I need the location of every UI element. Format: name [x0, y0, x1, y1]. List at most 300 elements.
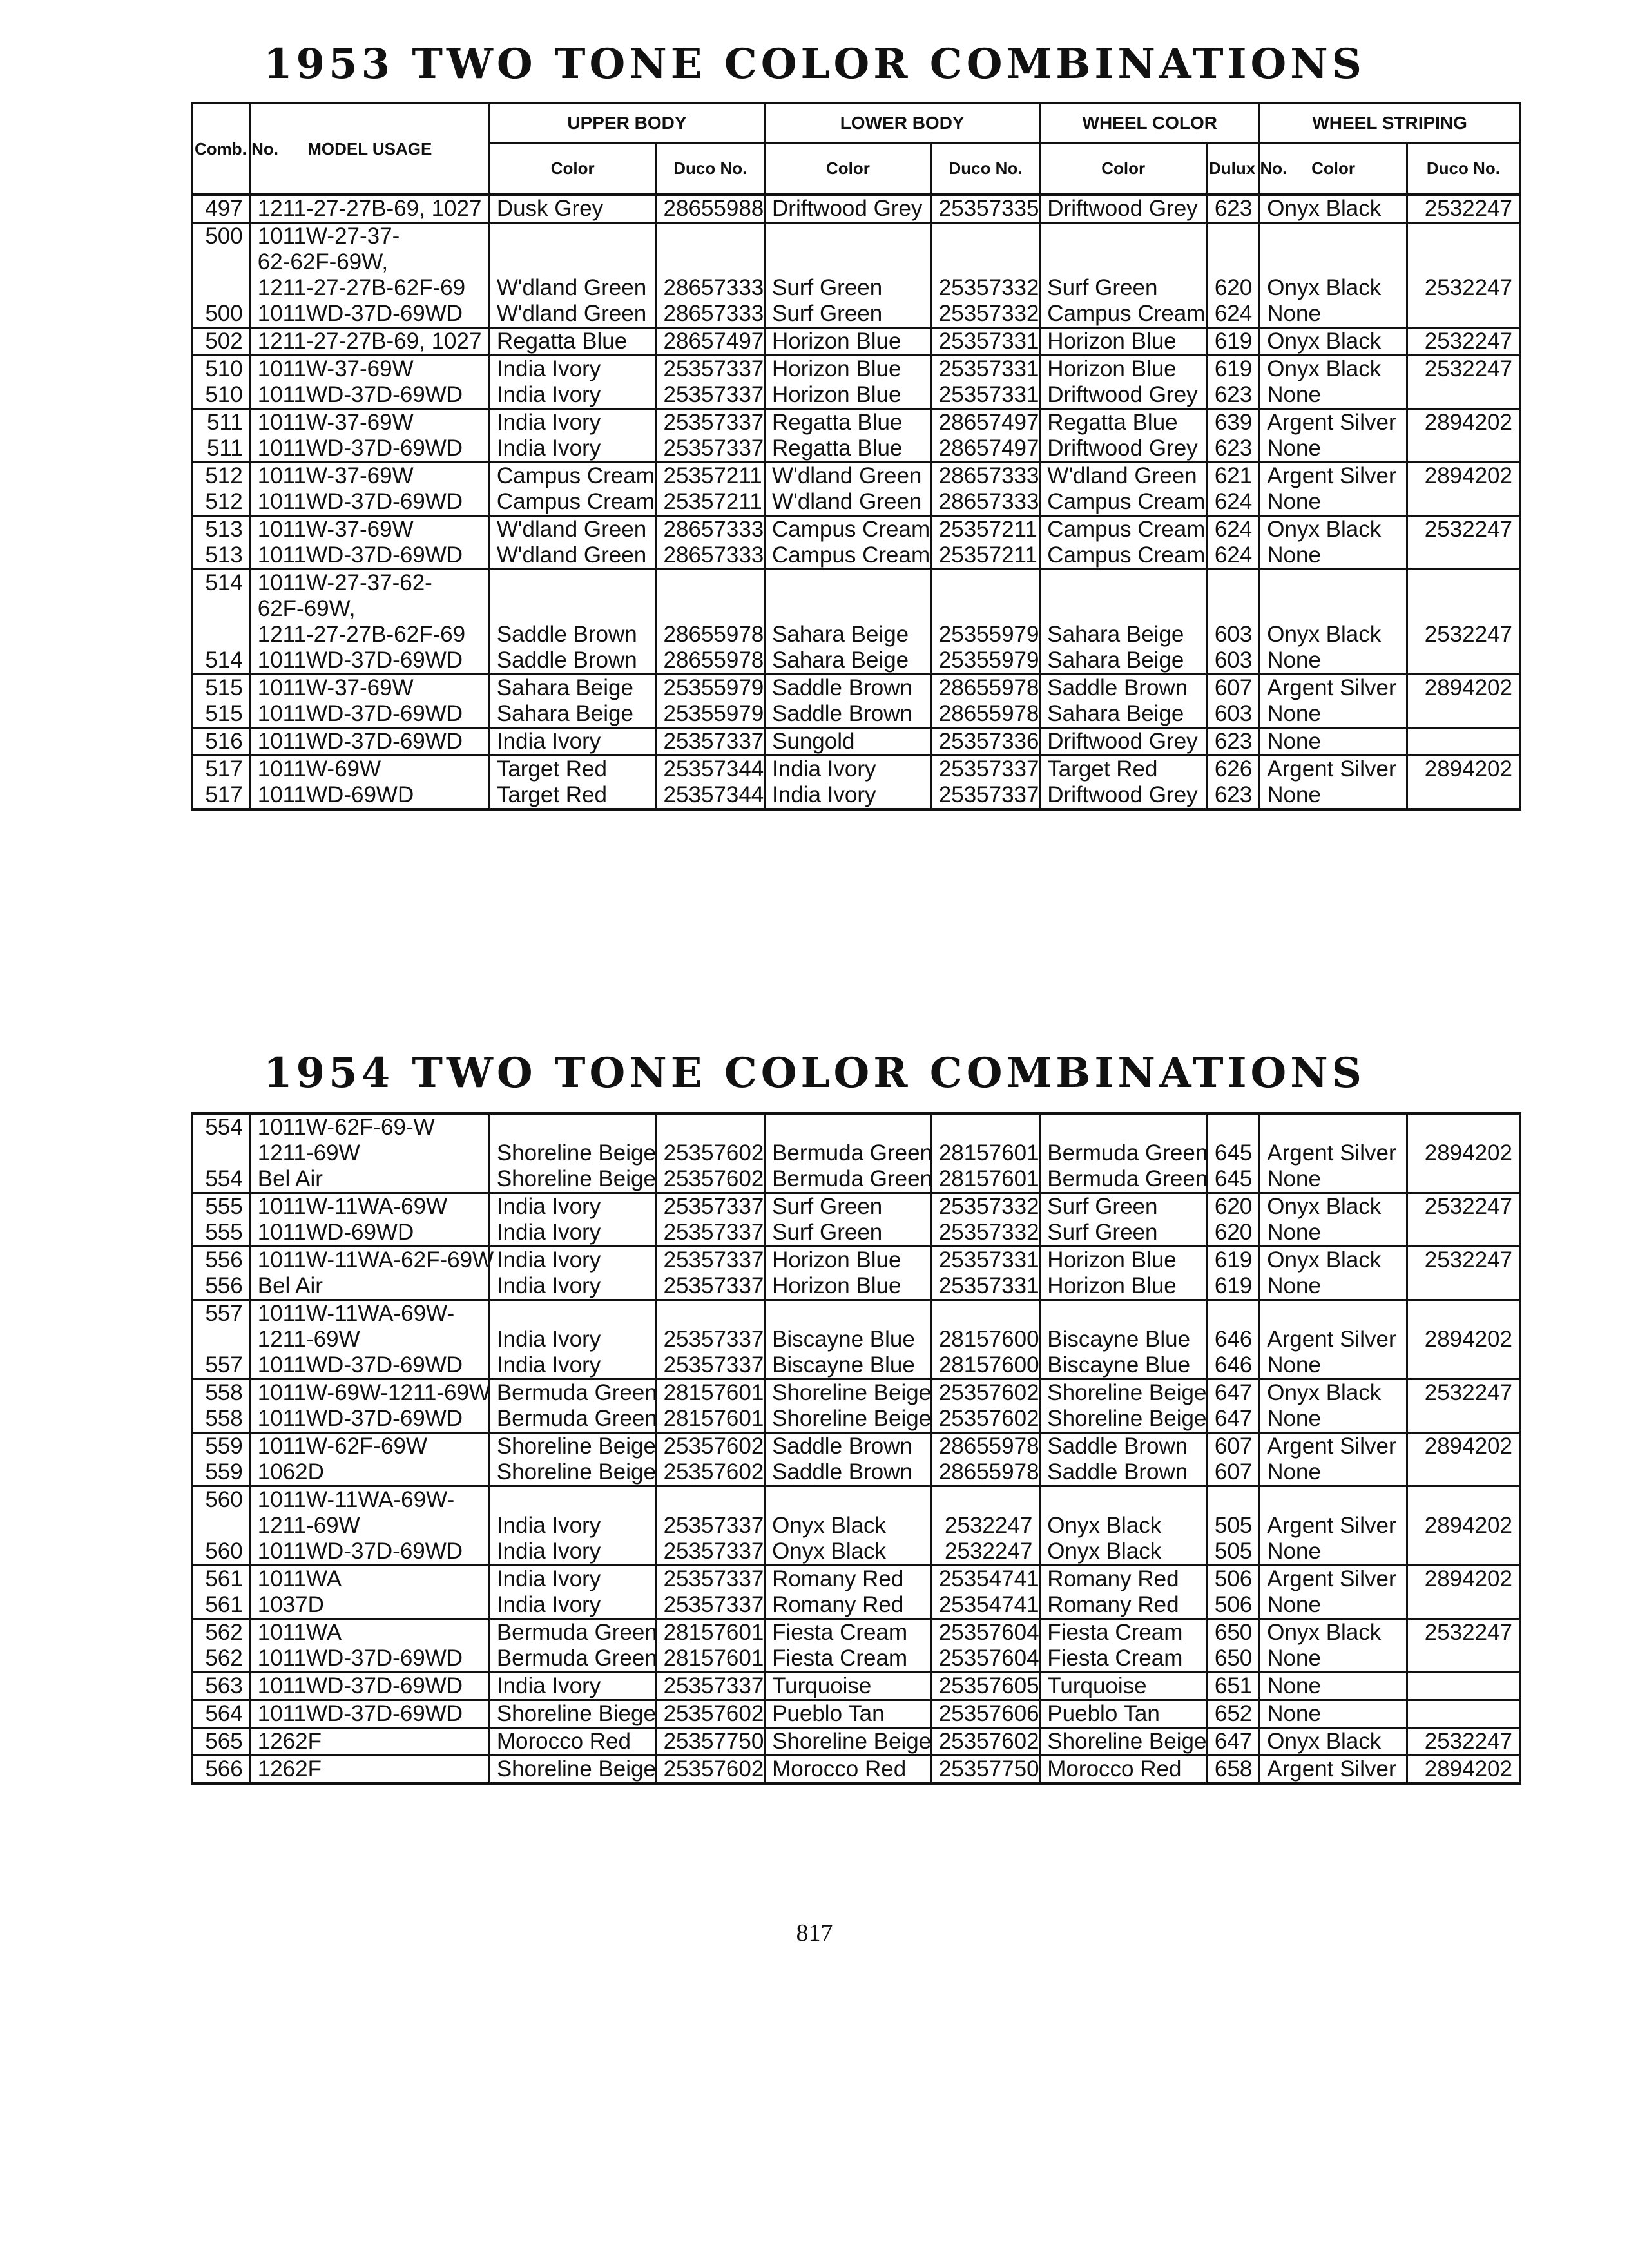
upper-color-cell [489, 1619, 656, 1646]
wheel-color-value: Target Red [1047, 756, 1158, 782]
combination-group [192, 1673, 1520, 1700]
stripe-color-value: None [1267, 1220, 1321, 1245]
wheel-dulux-cell [1207, 409, 1260, 436]
stripe-color-value: Argent Silver [1267, 1513, 1396, 1538]
lower-color-value: Campus Cream [772, 543, 930, 568]
upper-duco-cell [656, 1300, 764, 1353]
wheel-color-value: Campus Cream [1047, 543, 1206, 568]
table-row [192, 463, 1520, 490]
wheel-dulux-value: 646 [1214, 1352, 1253, 1378]
upper-duco-cell [656, 195, 764, 223]
stripe-color-cell [1260, 463, 1407, 490]
lower-color-value: Surf Green [772, 275, 883, 300]
table-row [192, 409, 1520, 436]
stripe-color-value: Onyx Black [1267, 1380, 1382, 1405]
comb-no-cell [192, 489, 250, 516]
wheel-color-cell [1040, 328, 1207, 356]
lower-color-cell [765, 489, 932, 516]
wheel-color-value: Romany Red [1047, 1592, 1179, 1617]
spacer [200, 249, 243, 275]
combination-group [192, 675, 1520, 728]
stripe-color-cell [1260, 328, 1407, 356]
lower-color-cell [765, 409, 932, 436]
combination-group [192, 463, 1520, 516]
model-usage-cell [250, 1379, 489, 1407]
stripe-color-cell [1260, 382, 1407, 409]
comb-no-cell [192, 1352, 250, 1379]
wheel-color-cell [1040, 463, 1207, 490]
wheel-dulux-value: 645 [1214, 1166, 1253, 1191]
upper-color-cell [489, 1592, 656, 1619]
upper-duco-cell [656, 756, 764, 783]
comb-no: 497 [205, 196, 243, 221]
table-header [192, 103, 1520, 195]
combination-group [192, 1756, 1520, 1784]
model-usage-cell [250, 1433, 489, 1460]
lower-duco-value: 25357332 [938, 301, 1039, 326]
wheel-dulux-value: 647 [1214, 1406, 1253, 1431]
upper-color-cell [489, 328, 656, 356]
stripe-color-value: Onyx Black [1267, 356, 1382, 381]
stripe-color-value: None [1267, 701, 1321, 726]
upper-color-value: India Ivory [496, 1566, 601, 1591]
comb-no-cell [192, 1566, 250, 1593]
wheel-color-cell [1040, 436, 1207, 463]
wheel-color-cell [1040, 516, 1207, 543]
stripe-duco-value: 2894202 [1424, 1140, 1512, 1166]
upper-duco-cell [656, 1352, 764, 1379]
stripe-duco-cell [1407, 1352, 1520, 1379]
wheel-color-value: Biscayne Blue [1047, 1327, 1191, 1352]
stripe-duco-value [1414, 382, 1512, 408]
wheel-color-value: Fiesta Cream [1047, 1620, 1183, 1645]
upper-duco-value: 28657333 [663, 517, 764, 542]
model-usage-cell [250, 701, 489, 728]
wheel-color-cell [1040, 195, 1207, 223]
table-row [192, 436, 1520, 463]
upper-duco-value: 28657497 [663, 329, 764, 354]
lower-color-value: Bermuda Green [772, 1140, 933, 1166]
lower-color-value: Horizon Blue [772, 356, 901, 381]
upper-duco-value: 25357337 [663, 1194, 764, 1219]
lower-duco-cell [931, 1539, 1039, 1566]
comb-no: 561 [205, 1592, 243, 1617]
stripe-duco-cell [1407, 1728, 1520, 1756]
lower-duco-cell [931, 570, 1040, 648]
lower-duco-cell [931, 1247, 1039, 1274]
lower-color-cell [765, 1300, 932, 1353]
spacer [200, 1513, 243, 1539]
model-usage-cell [250, 756, 489, 783]
wheel-dulux-value: 647 [1214, 1380, 1253, 1405]
upper-color-cell [489, 1459, 656, 1486]
wheel-color-cell [1040, 1433, 1207, 1460]
upper-color-value: India Ivory [496, 1513, 601, 1538]
lower-duco-value: 25357337 [938, 756, 1039, 782]
wheel-color-cell [1040, 489, 1207, 516]
lower-color-value: Shoreline Beige [772, 1406, 932, 1431]
lower-duco-value: 25357332 [938, 1194, 1039, 1219]
model-usage-line: 1211-27-27B-62F-69 [257, 275, 466, 300]
stripe-color-value: Onyx Black [1267, 622, 1382, 647]
upper-duco-cell [656, 1646, 764, 1673]
wheel-dulux-cell [1207, 782, 1260, 809]
wheel-color-cell [1040, 1166, 1207, 1193]
upper-duco-value: 25357344 [663, 782, 764, 807]
wheel-dulux-cell [1207, 1166, 1260, 1193]
stripe-color-value: None [1267, 1673, 1321, 1698]
table-row [192, 223, 1520, 302]
lower-duco-value: 25354741 [938, 1592, 1039, 1617]
lower-duco-cell [931, 1566, 1039, 1593]
wheel-color-cell [1040, 1193, 1207, 1220]
upper-color-value: Target Red [496, 782, 608, 807]
upper-color-cell [489, 223, 656, 302]
stripe-duco-cell [1407, 328, 1520, 356]
lower-duco-value: 28657333 [938, 489, 1039, 514]
spacer [200, 622, 243, 648]
upper-color-value: Saddle Brown [496, 622, 637, 647]
comb-no: 560 [205, 1539, 243, 1564]
stripe-color-cell [1260, 1539, 1407, 1566]
lower-color-value: Saddle Brown [772, 1434, 912, 1459]
lower-color-cell [765, 543, 932, 570]
wheel-dulux-cell [1207, 728, 1260, 756]
stripe-duco-value [1414, 782, 1512, 808]
stripe-duco-value [1414, 1673, 1512, 1699]
model-usage-line: 1011WD-37D-69WD [257, 543, 463, 568]
wheel-color-value: Campus Cream [1047, 301, 1206, 326]
model-usage-cell [250, 1406, 489, 1433]
lower-color-cell [765, 301, 932, 328]
upper-duco-value: 25357337 [663, 1592, 764, 1617]
lower-duco-cell [931, 1352, 1039, 1379]
comb-no-cell [192, 543, 250, 570]
lower-color-cell [765, 436, 932, 463]
upper-color-cell [489, 1486, 656, 1539]
model-usage-cell [250, 1539, 489, 1566]
upper-color-cell [489, 1728, 656, 1756]
wheel-color-value: Romany Red [1047, 1566, 1179, 1591]
upper-duco-value: 25357337 [663, 1673, 764, 1698]
lower-duco-value: 25357331 [938, 1273, 1039, 1298]
color-table-1953 [191, 102, 1521, 811]
comb-no: 555 [205, 1194, 243, 1219]
model-usage-line: 1011W-11WA-69W- [257, 1301, 455, 1326]
comb-no-cell [192, 1646, 250, 1673]
stripe-color-value: None [1267, 543, 1321, 568]
lower-duco-cell [931, 463, 1040, 490]
comb-no-cell [192, 223, 250, 302]
upper-duco-value: 25357602 [663, 1459, 764, 1485]
wheel-color-value: Regatta Blue [1047, 410, 1178, 435]
lower-duco-value: 25357605 [938, 1673, 1039, 1698]
model-usage-line: 1011WD-69WD [257, 782, 414, 807]
lower-duco-cell [931, 301, 1040, 328]
model-usage-line: 1011WD-37D-69WD [257, 1673, 463, 1698]
model-usage-line: 62F-69W, [257, 596, 356, 621]
upper-color-value: Target Red [496, 756, 608, 782]
model-usage-cell [250, 301, 489, 328]
upper-duco-cell [656, 1566, 764, 1593]
stripe-duco-value [1414, 1220, 1512, 1245]
model-usage-line: 1011W-69W [257, 756, 381, 782]
stripe-duco-value [1414, 1539, 1512, 1564]
model-usage-cell [250, 328, 489, 356]
table-row [192, 570, 1520, 648]
lower-duco-cell [931, 1700, 1039, 1728]
model-usage-cell [250, 570, 489, 648]
wheel-dulux-value: 607 [1214, 1434, 1253, 1459]
comb-no: 565 [205, 1729, 243, 1754]
lower-duco-value: 25357335 [938, 196, 1039, 221]
combination-group [192, 516, 1520, 570]
lower-color-cell [765, 782, 932, 809]
table-row [192, 1220, 1520, 1247]
upper-duco-cell [656, 1592, 764, 1619]
model-usage-cell [250, 1646, 489, 1673]
upper-color-cell [489, 436, 656, 463]
wheel-color-value: Horizon Blue [1047, 329, 1177, 354]
stripe-color-cell [1260, 356, 1407, 383]
wheel-color-value: Saddle Brown [1047, 1459, 1188, 1485]
stripe-duco-value: 2894202 [1424, 463, 1512, 488]
upper-duco-value: 25355979 [663, 675, 764, 700]
comb-no: 514 [205, 570, 243, 595]
lower-color-cell [765, 675, 932, 702]
stripe-duco-value [1414, 701, 1512, 727]
comb-no: 558 [205, 1380, 243, 1405]
wheel-color-value: Fiesta Cream [1047, 1646, 1183, 1671]
model-usage-line: 1011W-11WA-69W [257, 1194, 448, 1219]
comb-no-cell [192, 1486, 250, 1539]
wheel-dulux-cell [1207, 1756, 1260, 1784]
wheel-dulux-cell [1207, 1459, 1260, 1486]
model-usage-line: 1062D [257, 1459, 324, 1485]
model-usage-line: 1011W-69W-1211-69W [257, 1380, 490, 1405]
upper-duco-cell [656, 301, 764, 328]
comb-no-cell [192, 1113, 250, 1166]
upper-duco-cell [656, 1273, 764, 1300]
stripe-duco-cell [1407, 1646, 1520, 1673]
upper-duco-value: 25357337 [663, 1513, 764, 1538]
wheel-color-cell [1040, 356, 1207, 383]
table-row [192, 1673, 1520, 1700]
lower-color-value: Romany Red [772, 1566, 904, 1591]
comb-no-cell [192, 436, 250, 463]
lower-color-value: Saddle Brown [772, 701, 912, 726]
stripe-duco-value: 2532247 [1424, 1194, 1512, 1219]
table-row [192, 1193, 1520, 1220]
combination-group [192, 328, 1520, 356]
model-usage-line: 1011W-62F-69W [257, 1434, 428, 1459]
upper-duco-cell [656, 1539, 764, 1566]
lower-duco-value: 28655978 [938, 701, 1039, 726]
comb-no: 554 [205, 1115, 243, 1140]
lower-duco-value: 2532247 [945, 1539, 1033, 1564]
upper-color-value: Morocco Red [496, 1729, 631, 1754]
table-row [192, 1433, 1520, 1460]
stripe-duco-value [1414, 1406, 1512, 1432]
upper-duco-value: 25357337 [663, 1247, 764, 1273]
comb-no: 561 [205, 1566, 243, 1591]
stripe-color-value: Argent Silver [1267, 463, 1396, 488]
combination-group [192, 1619, 1520, 1673]
wheel-dulux-cell [1207, 543, 1260, 570]
wheel-dulux-cell [1207, 195, 1260, 223]
upper-color-value: Shoreline Beige [496, 1140, 656, 1166]
stripe-duco-value: 2894202 [1424, 675, 1512, 700]
lower-duco-cell [931, 356, 1040, 383]
lower-color-value: Biscayne Blue [772, 1352, 915, 1378]
wheel-color-value: Campus Cream [1047, 517, 1206, 542]
stripe-color-cell [1260, 1247, 1407, 1274]
stripe-duco-cell [1407, 1273, 1520, 1300]
comb-no-cell [192, 675, 250, 702]
upper-color-value: W'dland Green [496, 517, 647, 542]
model-usage-cell [250, 1700, 489, 1728]
upper-color-cell [489, 1756, 656, 1784]
combination-group [192, 728, 1520, 756]
table-row [192, 543, 1520, 570]
comb-no: 514 [205, 648, 243, 673]
upper-duco-cell [656, 223, 764, 302]
comb-no-cell [192, 782, 250, 809]
lower-duco-cell [931, 1619, 1039, 1646]
upper-color-cell [489, 356, 656, 383]
table-row [192, 1700, 1520, 1728]
upper-duco-cell [656, 436, 764, 463]
upper-color-cell [489, 1300, 656, 1353]
table-row [192, 1379, 1520, 1407]
stripe-color-cell [1260, 1193, 1407, 1220]
lower-duco-value: 25355979 [938, 622, 1039, 647]
upper-color-value: Sahara Beige [496, 675, 633, 700]
spacer [200, 1327, 243, 1352]
comb-no: 510 [205, 356, 243, 381]
upper-duco-value: 25357602 [663, 1434, 764, 1459]
model-usage-line: 1011WD-37D-69WD [257, 701, 463, 726]
header-duco-no: Duco No. [1407, 143, 1520, 195]
table-row [192, 1113, 1520, 1166]
model-usage-cell [250, 463, 489, 490]
upper-color-value: Dusk Grey [496, 196, 604, 221]
upper-duco-cell [656, 356, 764, 383]
lower-duco-cell [931, 1273, 1039, 1300]
stripe-color-cell [1260, 436, 1407, 463]
wheel-dulux-cell [1207, 1113, 1260, 1166]
header-upper-body: UPPER BODY [489, 103, 764, 143]
lower-color-cell [765, 648, 932, 675]
upper-duco-cell [656, 648, 764, 675]
lower-color-value: Horizon Blue [772, 329, 901, 354]
model-usage-line: 1211-69W [257, 1327, 360, 1352]
upper-duco-value: 28157601 [663, 1646, 764, 1671]
comb-no: 566 [205, 1756, 243, 1782]
upper-duco-cell [656, 489, 764, 516]
upper-color-value: India Ivory [496, 1194, 601, 1219]
upper-duco-value: 25357337 [663, 1273, 764, 1298]
lower-color-value: Surf Green [772, 1194, 883, 1219]
model-usage-line: 1011WD-37D-69WD [257, 1646, 463, 1671]
comb-no: 564 [205, 1701, 243, 1726]
lower-color-value: Romany Red [772, 1592, 904, 1617]
upper-color-cell [489, 1166, 656, 1193]
upper-duco-cell [656, 1673, 764, 1700]
comb-no-cell [192, 409, 250, 436]
stripe-color-value: Onyx Black [1267, 196, 1382, 221]
stripe-duco-cell [1407, 1592, 1520, 1619]
upper-color-value: Shoreline Beige [496, 1756, 656, 1782]
wheel-dulux-cell [1207, 1566, 1260, 1593]
upper-color-cell [489, 756, 656, 783]
model-usage-cell [250, 516, 489, 543]
stripe-color-value: Argent Silver [1267, 410, 1396, 435]
table-row [192, 1539, 1520, 1566]
upper-duco-cell [656, 1406, 764, 1433]
upper-duco-value: 25357602 [663, 1701, 764, 1726]
upper-color-value: India Ivory [496, 1273, 601, 1298]
stripe-duco-value: 2532247 [1424, 1620, 1512, 1645]
stripe-color-cell [1260, 570, 1407, 648]
page-number: 817 [796, 1919, 833, 1946]
wheel-color-value: Driftwood Grey [1047, 782, 1198, 807]
lower-color-value: Horizon Blue [772, 1273, 901, 1298]
stripe-color-cell [1260, 1673, 1407, 1700]
wheel-dulux-cell [1207, 1539, 1260, 1566]
wheel-dulux-value: 607 [1214, 1459, 1253, 1485]
upper-color-value: Campus Cream [496, 489, 655, 514]
lower-color-cell [765, 756, 932, 783]
wheel-dulux-value: 646 [1214, 1327, 1253, 1352]
upper-color-value: Regatta Blue [496, 329, 628, 354]
comb-no-cell [192, 1756, 250, 1784]
upper-duco-value: 28657333 [663, 275, 764, 300]
upper-color-value: Bermuda Green [496, 1646, 657, 1671]
table-row [192, 782, 1520, 809]
upper-color-cell [489, 1193, 656, 1220]
wheel-dulux-value: 645 [1214, 1140, 1253, 1166]
wheel-dulux-cell [1207, 489, 1260, 516]
model-usage-cell [250, 543, 489, 570]
stripe-duco-value: 2894202 [1424, 1513, 1512, 1538]
lower-color-cell [765, 1273, 932, 1300]
header-wheel-striping: WHEEL STRIPING [1260, 103, 1520, 143]
stripe-duco-value: 2532247 [1424, 275, 1512, 300]
wheel-dulux-value: 505 [1214, 1539, 1253, 1564]
wheel-color-cell [1040, 1459, 1207, 1486]
lower-color-value: Biscayne Blue [772, 1327, 915, 1352]
lower-color-value: Saddle Brown [772, 1459, 912, 1485]
wheel-color-cell [1040, 728, 1207, 756]
lower-color-cell [765, 1592, 932, 1619]
stripe-color-value: Onyx Black [1267, 275, 1382, 300]
model-usage-line: 1011WD-37D-69WD [257, 648, 463, 673]
upper-color-cell [489, 1433, 656, 1460]
stripe-duco-cell [1407, 223, 1520, 302]
lower-color-cell [765, 1113, 932, 1166]
model-usage-line: 1011WD-37D-69WD [257, 1352, 463, 1378]
model-usage-line: 1011WA [257, 1620, 342, 1645]
stripe-color-value: None [1267, 648, 1321, 673]
stripe-duco-value: 2532247 [1424, 622, 1512, 647]
comb-no: 513 [205, 517, 243, 542]
upper-color-cell [489, 1379, 656, 1407]
comb-no-cell [192, 1300, 250, 1353]
upper-color-value: India Ivory [496, 1220, 601, 1245]
stripe-color-value: Onyx Black [1267, 1247, 1382, 1273]
comb-no-cell [192, 1220, 250, 1247]
